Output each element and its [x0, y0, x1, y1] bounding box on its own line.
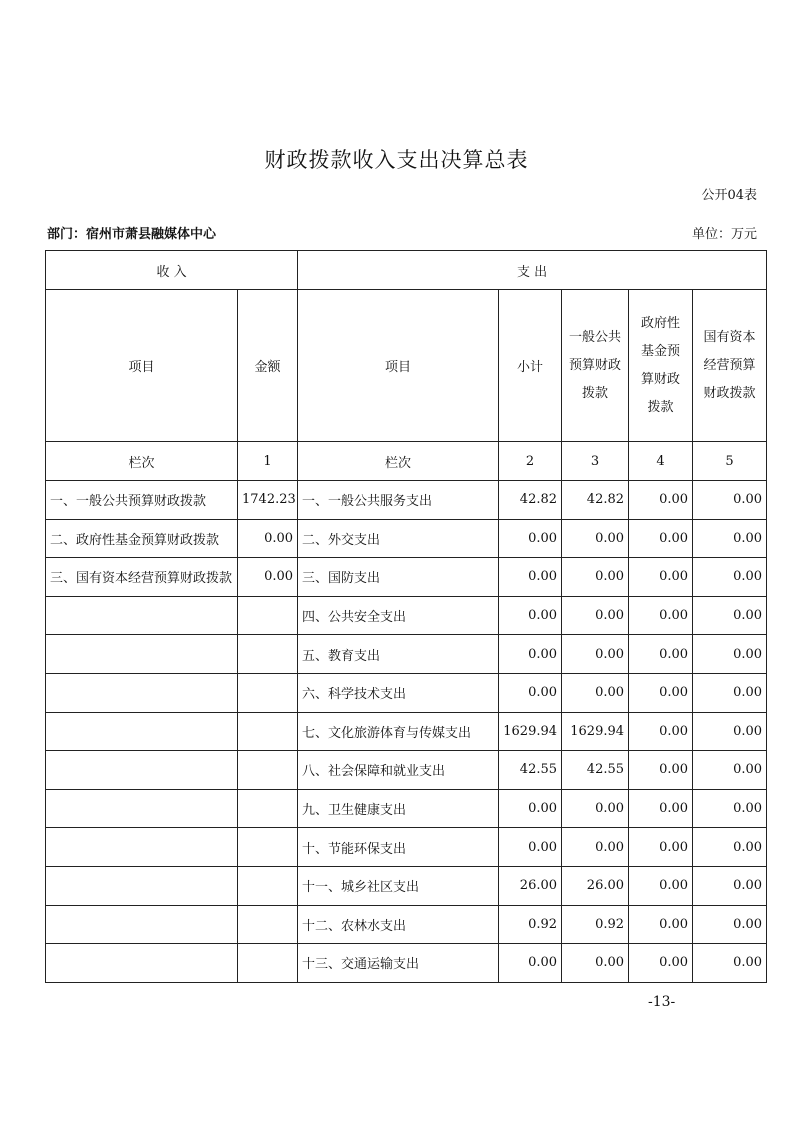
- general-budget-cell: 0.00: [562, 558, 629, 597]
- subtotal-cell: 0.00: [499, 828, 562, 867]
- income-item-header: 项目: [46, 290, 238, 442]
- income-amount-cell: 1742.23: [238, 481, 298, 520]
- general-budget-cell: 0.00: [562, 596, 629, 635]
- expense-item-cell: 六、科学技术支出: [298, 673, 499, 712]
- subtotal-cell: 0.92: [499, 905, 562, 944]
- subtotal-cell: 0.00: [499, 635, 562, 674]
- section-header-row: [46, 251, 767, 290]
- subtotal-cell: 0.00: [499, 944, 562, 983]
- state-capital-cell: 0.00: [693, 596, 767, 635]
- index-cell: 4: [629, 442, 693, 481]
- gov-fund-cell: 0.00: [629, 673, 693, 712]
- expense-item-cell: 十、节能环保支出: [298, 828, 499, 867]
- state-capital-cell: 0.00: [693, 751, 767, 790]
- unit-label: 单位：万元: [691, 227, 757, 242]
- income-item-cell: [46, 635, 238, 674]
- table-row: [46, 481, 767, 520]
- gov-fund-cell: 0.00: [629, 751, 693, 790]
- expense-item-cell: 十二、农林水支出: [298, 905, 499, 944]
- subtotal-cell: 0.00: [499, 519, 562, 558]
- subtotal-cell: 0.00: [499, 673, 562, 712]
- index-cell: 栏次: [298, 442, 499, 481]
- income-amount-cell: [238, 673, 298, 712]
- income-item-cell: [46, 751, 238, 790]
- gov-fund-cell: 0.00: [629, 519, 693, 558]
- gov-fund-cell: 0.00: [629, 828, 693, 867]
- gov-fund-cell: 0.00: [629, 944, 693, 983]
- state-capital-cell: 0.00: [693, 673, 767, 712]
- state-capital-cell: 0.00: [693, 789, 767, 828]
- income-amount-cell: [238, 751, 298, 790]
- income-item-cell: [46, 789, 238, 828]
- table-row: [46, 558, 767, 597]
- income-item-cell: 二、政府性基金预算财政拨款: [46, 519, 238, 558]
- gov-fund-header: 政府性基金预算财政拨款: [629, 290, 693, 442]
- expense-item-cell: 九、卫生健康支出: [298, 789, 499, 828]
- state-capital-cell: 0.00: [693, 866, 767, 905]
- index-cell: 栏次: [46, 442, 238, 481]
- general-budget-cell: 0.00: [562, 944, 629, 983]
- general-budget-cell: 0.00: [562, 673, 629, 712]
- gov-fund-cell: 0.00: [629, 481, 693, 520]
- form-number: 公开04表: [701, 188, 757, 203]
- state-capital-cell: 0.00: [693, 519, 767, 558]
- income-item-cell: 三、国有资本经营预算财政拨款: [46, 558, 238, 597]
- index-cell: 2: [499, 442, 562, 481]
- income-amount-cell: [238, 905, 298, 944]
- income-amount-cell: [238, 866, 298, 905]
- table-row: [46, 828, 767, 867]
- general-budget-cell: 42.55: [562, 751, 629, 790]
- income-amount-cell: 0.00: [238, 558, 298, 597]
- table-row: [46, 519, 767, 558]
- general-budget-cell: 0.00: [562, 828, 629, 867]
- subtotal-cell: 26.00: [499, 866, 562, 905]
- state-capital-cell: 0.00: [693, 481, 767, 520]
- general-budget-cell: 1629.94: [562, 712, 629, 751]
- state-capital-cell: 0.00: [693, 712, 767, 751]
- table-row: [46, 635, 767, 674]
- subtotal-cell: 42.82: [499, 481, 562, 520]
- table-row: [46, 596, 767, 635]
- income-section-header: 收 入: [46, 251, 298, 290]
- income-amount-cell: [238, 944, 298, 983]
- income-item-cell: [46, 596, 238, 635]
- column-header-row: [46, 290, 767, 442]
- income-item-cell: [46, 712, 238, 751]
- index-cell: 5: [693, 442, 767, 481]
- index-cell: 3: [562, 442, 629, 481]
- subtotal-cell: 0.00: [499, 789, 562, 828]
- gov-fund-cell: 0.00: [629, 596, 693, 635]
- table-row: [46, 751, 767, 790]
- income-amount-cell: 0.00: [238, 519, 298, 558]
- subtotal-cell: 0.00: [499, 596, 562, 635]
- income-amount-cell: [238, 596, 298, 635]
- state-capital-cell: 0.00: [693, 905, 767, 944]
- subtotal-cell: 1629.94: [499, 712, 562, 751]
- income-item-cell: 一、一般公共预算财政拨款: [46, 481, 238, 520]
- expense-item-cell: 十一、城乡社区支出: [298, 866, 499, 905]
- expense-item-cell: 十三、交通运输支出: [298, 944, 499, 983]
- index-cell: 1: [238, 442, 298, 481]
- expense-item-cell: 二、外交支出: [298, 519, 499, 558]
- general-budget-cell: 0.00: [562, 635, 629, 674]
- state-capital-header: 国有资本经营预算财政拨款: [693, 290, 767, 442]
- income-amount-cell: [238, 712, 298, 751]
- gov-fund-cell: 0.00: [629, 558, 693, 597]
- gov-fund-cell: 0.00: [629, 789, 693, 828]
- income-item-cell: [46, 944, 238, 983]
- table-row: [46, 905, 767, 944]
- table-row: [46, 673, 767, 712]
- expense-item-cell: 四、公共安全支出: [298, 596, 499, 635]
- gov-fund-cell: 0.00: [629, 866, 693, 905]
- budget-table: [45, 250, 767, 983]
- state-capital-cell: 0.00: [693, 558, 767, 597]
- table-row: [46, 866, 767, 905]
- expense-item-header: 项目: [298, 290, 499, 442]
- expense-item-cell: 一、一般公共服务支出: [298, 481, 499, 520]
- state-capital-cell: 0.00: [693, 944, 767, 983]
- page-number: -13-: [648, 994, 676, 1010]
- table-row: [46, 789, 767, 828]
- gov-fund-cell: 0.00: [629, 635, 693, 674]
- income-amount-cell: [238, 635, 298, 674]
- gov-fund-cell: 0.00: [629, 712, 693, 751]
- income-item-cell: [46, 673, 238, 712]
- state-capital-cell: 0.00: [693, 828, 767, 867]
- table-row: [46, 944, 767, 983]
- general-budget-cell: 42.82: [562, 481, 629, 520]
- subtotal-header: 小计: [499, 290, 562, 442]
- income-amount-cell: [238, 828, 298, 867]
- column-index-row: [46, 442, 767, 481]
- income-amount-cell: [238, 789, 298, 828]
- income-item-cell: [46, 828, 238, 867]
- expense-item-cell: 五、教育支出: [298, 635, 499, 674]
- general-budget-cell: 0.00: [562, 789, 629, 828]
- income-item-cell: [46, 905, 238, 944]
- expense-section-header: 支 出: [298, 251, 767, 290]
- expense-item-cell: 七、文化旅游体育与传媒支出: [298, 712, 499, 751]
- state-capital-cell: 0.00: [693, 635, 767, 674]
- page-title: 财政拨款收入支出决算总表: [264, 148, 529, 172]
- general-budget-cell: 0.00: [562, 519, 629, 558]
- general-budget-cell: 26.00: [562, 866, 629, 905]
- subtotal-cell: 42.55: [499, 751, 562, 790]
- gov-fund-cell: 0.00: [629, 905, 693, 944]
- table-row: [46, 712, 767, 751]
- income-amount-header: 金额: [238, 290, 298, 442]
- expense-item-cell: 三、国防支出: [298, 558, 499, 597]
- general-budget-cell: 0.92: [562, 905, 629, 944]
- department-label: 部门：宿州市萧县融媒体中心: [47, 227, 217, 242]
- general-budget-header: 一般公共预算财政拨款: [562, 290, 629, 442]
- subtotal-cell: 0.00: [499, 558, 562, 597]
- expense-item-cell: 八、社会保障和就业支出: [298, 751, 499, 790]
- income-item-cell: [46, 866, 238, 905]
